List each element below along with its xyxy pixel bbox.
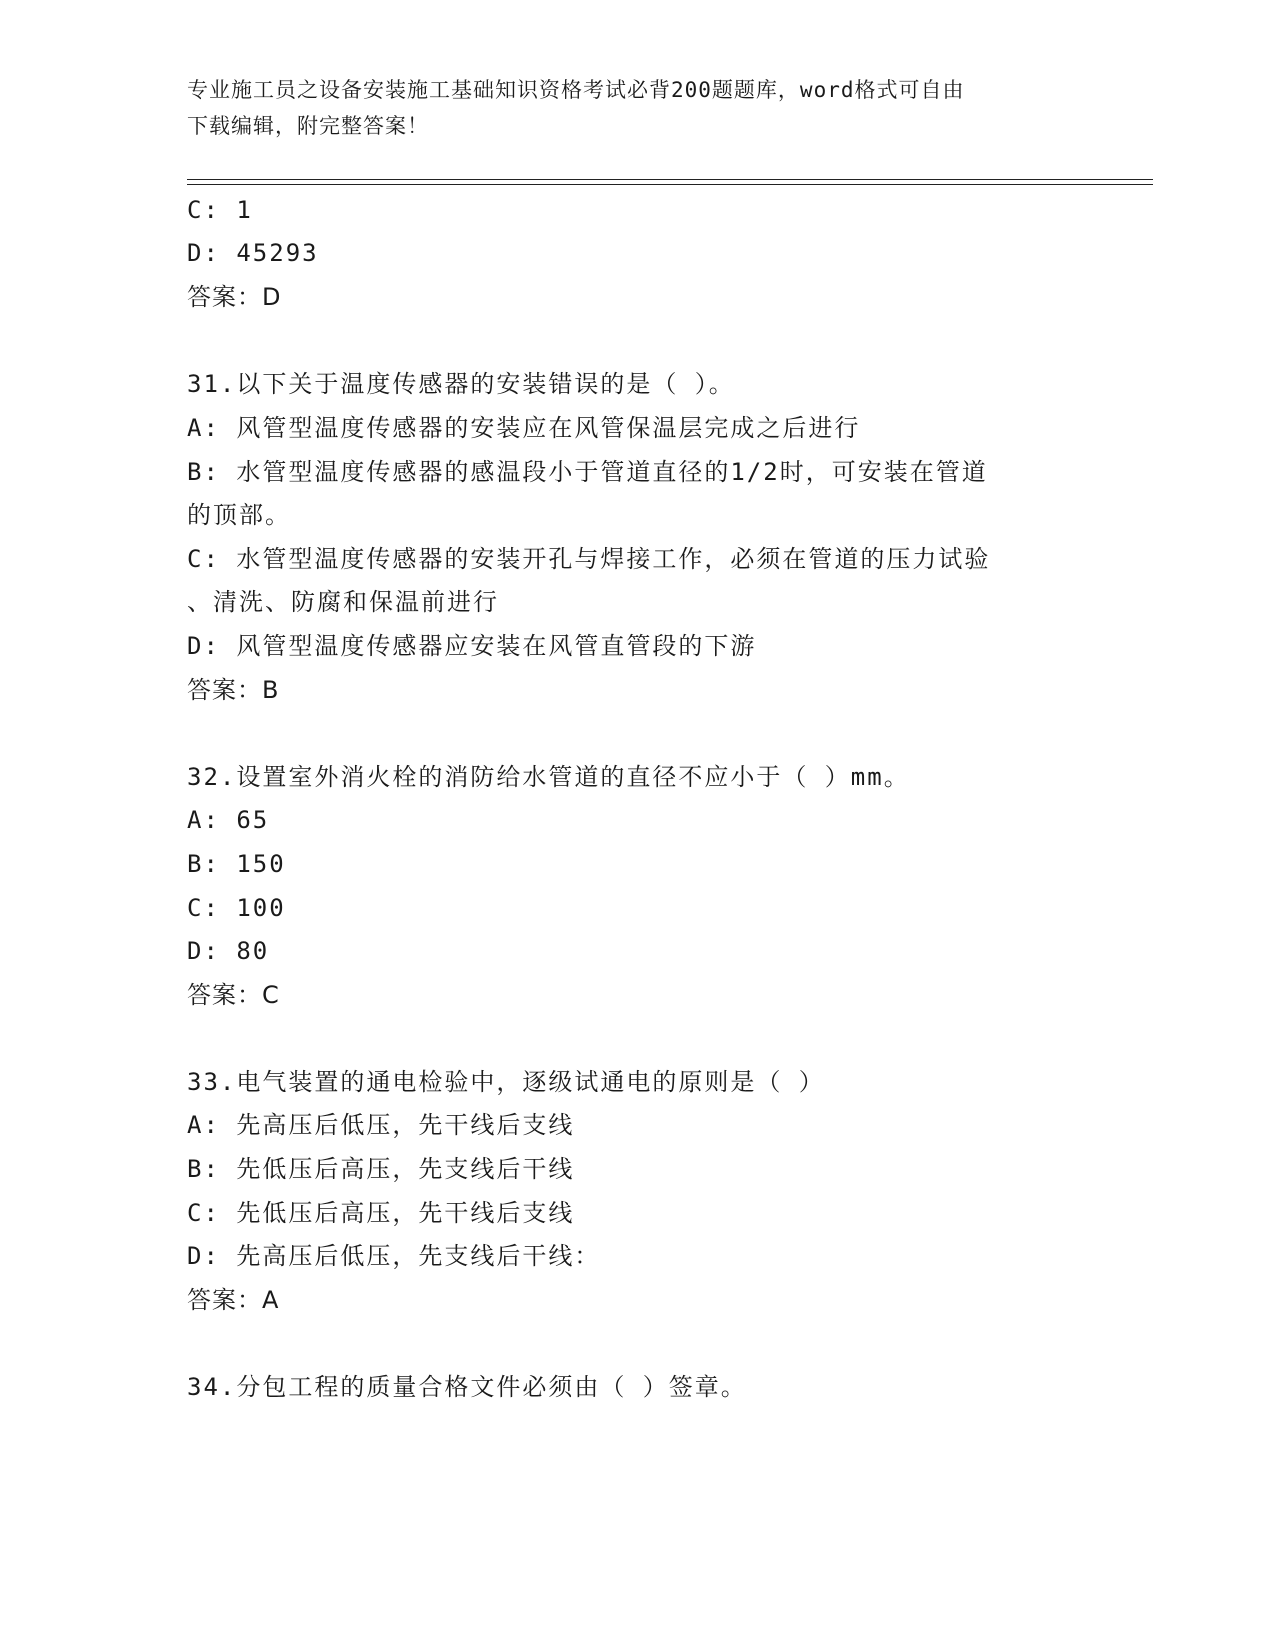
q33-stem: 33.电气装置的通电检验中，逐级试通电的原则是（ ） [187, 1068, 825, 1096]
q31-option-d: D: 风管型温度传感器应安装在风管直管段的下游 [187, 632, 757, 660]
q33-option-a: A: 先高压后低压，先干线后支线 [187, 1111, 575, 1139]
prev-answer: 答案：D [187, 283, 282, 311]
q34-stem: 34.分包工程的质量合格文件必须由（ ）签章。 [187, 1373, 747, 1401]
q33-option-c: C: 先低压后高压，先干线后支线 [187, 1199, 575, 1227]
q32-option-b: B: 150 [187, 850, 286, 878]
header-divider-bottom [187, 184, 1153, 185]
header-divider-top [187, 179, 1153, 180]
document-header [187, 72, 1087, 144]
q32-answer: 答案：C [187, 981, 280, 1009]
q31-option-b-line2: 的顶部。 [187, 501, 291, 529]
q32-option-c: C: 100 [187, 894, 286, 922]
q33-answer: 答案：A [187, 1286, 280, 1314]
q31-answer: 答案：B [187, 676, 280, 704]
header-line-1: 专业施工员之设备安装施工基础知识资格考试必背200题题库，word格式可自由 [187, 78, 965, 102]
q32-stem: 32.设置室外消火栓的消防给水管道的直径不应小于（ ）mm。 [187, 763, 910, 791]
q31-option-a: A: 风管型温度传感器的安装应在风管保温层完成之后进行 [187, 414, 861, 442]
q31-option-b-line1: B: 水管型温度传感器的感温段小于管道直径的1/2时，可安装在管道 [187, 458, 988, 486]
prev-option-c: C: 1 [187, 196, 253, 224]
q31-option-c-line1: C: 水管型温度传感器的安装开孔与焊接工作，必须在管道的压力试验 [187, 545, 991, 573]
header-line-2: 下载编辑，附完整答案！ [187, 114, 429, 138]
q31-option-c-line2: 、清洗、防腐和保温前进行 [187, 588, 499, 616]
q33-option-b: B: 先低压后高压，先支线后干线 [187, 1155, 575, 1183]
q33-option-d: D: 先高压后低压，先支线后干线： [187, 1242, 601, 1270]
prev-option-d: D: 45293 [187, 239, 319, 267]
q32-option-a: A: 65 [187, 806, 270, 834]
q31-stem: 31.以下关于温度传感器的安装错误的是（ ）。 [187, 370, 735, 398]
q32-option-d: D: 80 [187, 937, 270, 965]
